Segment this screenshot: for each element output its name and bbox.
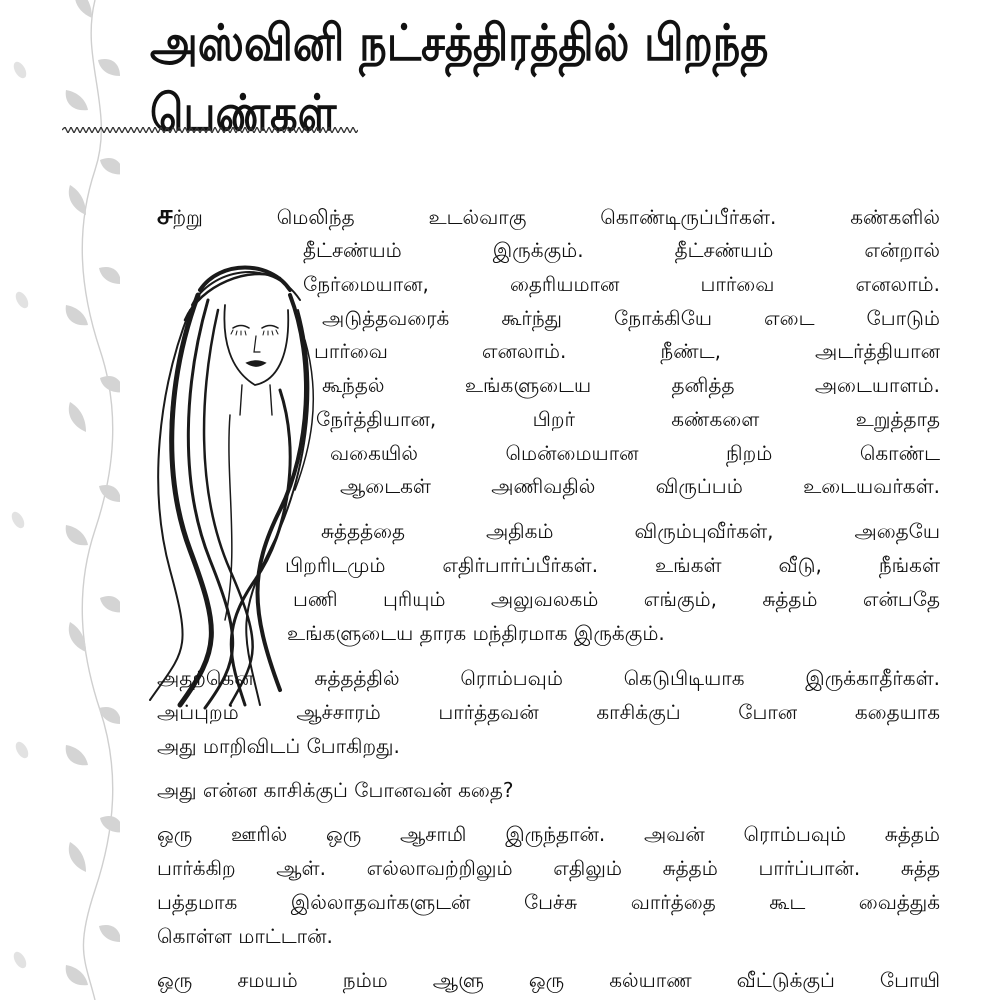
body-line: கூந்தல் உங்களுடைய தனித்த அடையாளம். — [322, 373, 940, 397]
body-line: நேர்மையான, தைரியமான பார்வை எனலாம். — [303, 272, 940, 296]
decorative-vine-border — [0, 0, 120, 1000]
body-line: நேர்த்தியான, பிறர் கண்களை உறுத்தாத — [316, 407, 940, 431]
body-line: பிறரிடமும் எதிர்பார்ப்பீர்கள். உங்கள் வீடு, நீங்கள் — [285, 553, 940, 577]
body-line: அப்புறம் ஆச்சாரம் பார்த்தவன் காசிக்குப் போன கதையாக — [157, 700, 940, 724]
title-line-1: அஸ்வினி நட்சத்திரத்தில் பிறந்த — [150, 14, 769, 72]
body-line: பத்தமாக இல்லாதவர்களுடன் பேச்சு வார்த்தை கூட வைத்துக் — [157, 890, 940, 914]
body-line: அது என்ன காசிக்குப் போனவன் கதை? — [157, 778, 514, 802]
body-line: பார்வை எனலாம். நீண்ட, அடர்த்தியான — [314, 339, 940, 363]
body-line: வகையில் மென்மையான நிறம் கொண்ட — [330, 441, 940, 465]
body-line: ஒரு ஊரில் ஒரு ஆசாமி இருந்தான். அவன் ரொம்பவும் சுத்தம் — [157, 822, 941, 846]
body-line: அதற்கென சுத்தத்தில் ரொம்பவும் கெடுபிடியாக இருக்காதீர்கள். — [157, 666, 940, 690]
body-line: பார்க்கிற ஆள். எல்லாவற்றிலும் எதிலும் சுத்தம் பார்ப்பான். சுத்த — [157, 856, 940, 880]
drop-cap: ச — [157, 198, 173, 231]
body-line: சுத்தத்தை அதிகம் விரும்புவீர்கள், அதையே — [321, 519, 940, 543]
body-line: ஆடைகள் அணிவதில் விருப்பம் உடையவர்கள். — [340, 474, 940, 498]
body-line: கொள்ள மாட்டான். — [157, 924, 333, 948]
body-line: அது மாறிவிடப் போகிறது. — [157, 734, 400, 758]
body-line: உங்களுடைய தாரக மந்திரமாக இருக்கும். — [287, 621, 665, 645]
body-line: தீட்சண்யம் இருக்கும். தீட்சண்யம் என்றால் — [303, 238, 940, 262]
body-line: அடுத்தவரைக் கூர்ந்து நோக்கியே எடை போடும் — [322, 306, 940, 330]
title-zigzag-rule — [62, 127, 358, 133]
body-line: சற்று மெலிந்த உடல்வாகு கொண்டிருப்பீர்கள். கண்களில் — [157, 198, 940, 231]
body-line: பணி புரியும் அலுவலகம் எங்கும், சுத்தம் என்பதே — [293, 587, 940, 611]
title-line-2: பெண்கள் — [150, 84, 337, 142]
body-line: ஒரு சமயம் நம்ம ஆளு ஒரு கல்யாண வீட்டுக்குப் போயி — [157, 968, 940, 992]
